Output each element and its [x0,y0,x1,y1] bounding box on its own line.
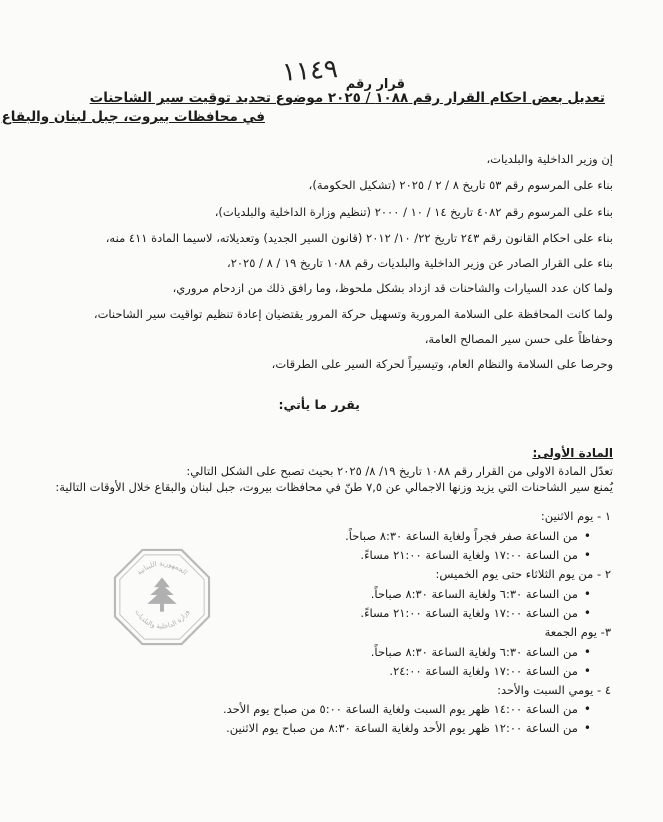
preamble-line: وحفاظاً على حسن سير المصالح العامة، [424,332,613,346]
decree-title-line-2: في محافظات بيروت، جبل لبنان والبقاع [1,109,265,125]
ministry-stamp [113,548,211,646]
schedule-day: ٣- يوم الجمعة [544,625,611,639]
schedule-day: ٤ - يومي السبت والأحد: [497,683,611,697]
preamble-line: بناء على احكام القانون رقم ٢٤٣ تاريخ ٢٢/ ١٠/ ٢٠١٢ (قانون السير الجديد) وتعديلاته، لاسيما المادة ٤١١ منه، [105,231,613,245]
schedule-time: • من الساعة صفر فجراً ولغاية الساعة ٨:٣٠ صباحاً. [345,529,591,543]
stamp-top-text: الجمهورية اللبنانية [135,559,189,577]
decision-number-handwritten: ١١٤٩ [280,54,339,88]
decision-label: قرار رقم [345,77,405,92]
schedule-time: • من الساعة ١٧:٠٠ ولغاية الساعة ٢١:٠٠ مساءً. [360,548,591,562]
schedule-time: • من الساعة ٦:٣٠ ولغاية الساعة ٨:٣٠ صباحاً. [371,645,591,659]
preamble-line: بناء على القرار الصادر عن وزير الداخلية والبلديات رقم ١٠٨٨ تاريخ ١٩ / ٨ / ٢٠٢٥، [226,256,613,270]
schedule-time: • من الساعة ١٤:٠٠ ظهر يوم السبت ولغاية الساعة ٥:٠٠ من صباح يوم الأحد. [223,702,591,716]
schedule-time: • من الساعة ١٧:٠٠ ولغاية الساعة ٢١:٠٠ مساءً. [360,606,591,620]
schedule-day: ١ - يوم الاثنين: [540,509,611,523]
schedule-time: • من الساعة ١٧:٠٠ ولغاية الساعة ٢٤:٠٠. [389,664,591,678]
schedule-day: ٢ - من يوم الثلاثاء حتى يوم الخميس: [435,567,611,581]
article-intro: تعدّل المادة الاولى من القرار رقم ١٠٨٨ تاريخ ١٩/ ٨/ ٢٠٢٥ بحيث تصبح على الشكل التالي: [186,464,613,478]
decides-heading: يقرر ما يأتي: [278,397,360,412]
decree-title-line-1: تعديل بعض احكام القرار رقم ١٠٨٨ / ٢٠٢٥ موضوع تحديد توقيت سير الشاحنات [89,90,605,106]
preamble-line: ولما كان عدد السيارات والشاحنات قد ازداد بشكل ملحوظ، وما رافق ذلك من ازدحام مروري، [172,281,613,295]
cedar-icon [147,577,176,611]
article-intro: يُمنع سير الشاحنات التي يزيد وزنها الاجمالي عن ٧,٥ طنّ في محافظات بيروت، جبل لبنان والبقاع خلال الأوقات التالية: [55,480,613,494]
preamble-line: بناء على المرسوم رقم ٤٠٨٢ تاريخ ١٤ / ١٠ / ٢٠٠٠ (تنظيم وزارة الداخلية والبلديات)، [214,205,613,219]
article-title: المادة الأولى: [532,446,613,460]
schedule-time: • من الساعة ٦:٣٠ ولغاية الساعة ٨:٣٠ صباحاً. [371,587,591,601]
preamble-line: بناء على المرسوم رقم ٥٣ تاريخ ٨ / ٢ / ٢٠٢٥ (تشكيل الحكومة)، [308,178,613,192]
stamp-bottom-text: وزارة الداخلية والبلديات [133,608,191,631]
schedule-time: • من الساعة ١٢:٠٠ ظهر يوم الأحد ولغاية الساعة ٨:٣٠ من صباح يوم الاثنين. [226,721,591,735]
decision-header [280,54,405,92]
preamble-line: وحرصا على السلامة والنظام العام، وتيسيراً لحركة السير على الطرقات، [271,357,613,371]
preamble-line: إن وزير الداخلية والبلديات، [486,152,613,166]
preamble-line: ولما كانت المحافظة على السلامة المرورية وتسهيل حركة المرور يقتضيان إعادة تنظيم تواقيت سير الشاحنات، [93,307,613,321]
